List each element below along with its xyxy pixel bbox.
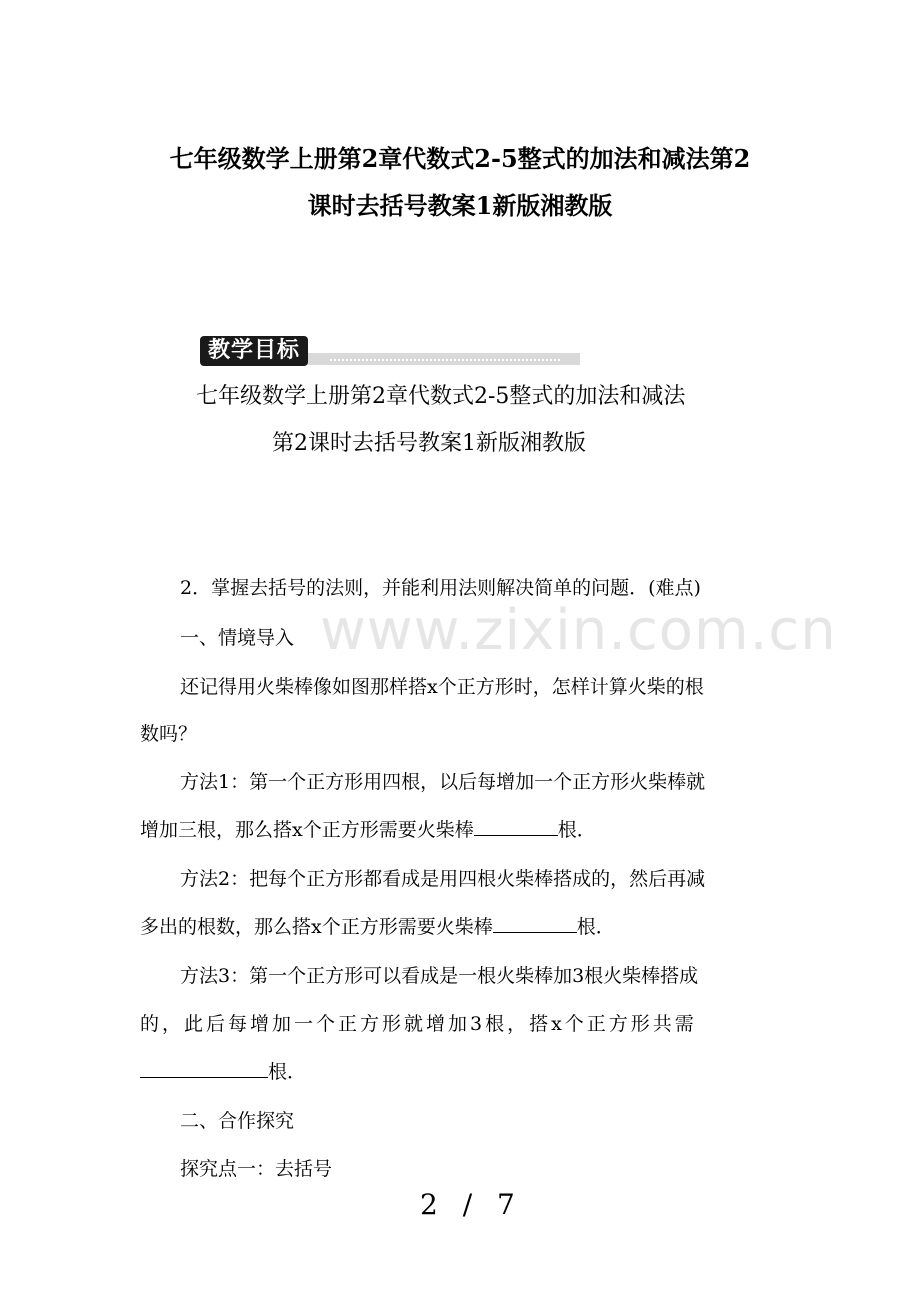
- intro-paragraph-line-1: 还记得用火柴棒像如图那样搭x个正方形时，怎样计算火柴的根: [180, 676, 704, 698]
- page-number: 2 / 7: [420, 1188, 523, 1221]
- subtitle-line-1: 七年级数学上册第2章代数式2-5整式的加法和减法: [196, 384, 686, 409]
- document-title-line-1: 七年级数学上册第2章代数式2-5整式的加法和减法第2: [169, 144, 751, 173]
- section-heading-2: 二、合作探究: [180, 1110, 295, 1132]
- objectives-label: 教学目标: [200, 336, 308, 366]
- method-2-line-1: 方法2：把每个正方形都看成是用四根火柴棒搭成的，然后再减: [180, 868, 706, 890]
- objectives-banner: [200, 336, 580, 366]
- method-1-answer-blank: [474, 817, 558, 836]
- method-1-text: 增加三根，那么搭x个正方形需要火柴棒: [140, 819, 474, 841]
- method-3-line-2: 的，此后每增加一个正方形就增加3根，搭x个正方形共需: [140, 1013, 697, 1035]
- method-3-unit: 根．: [268, 1061, 307, 1083]
- method-2-unit: 根．: [576, 916, 615, 938]
- method-2-line-2: [140, 913, 615, 941]
- intro-paragraph-line-2: 数吗？: [140, 723, 198, 745]
- objectives-banner-dots: [330, 353, 560, 361]
- method-3-line-1: 方法3：第一个正方形可以看成是一根火柴棒加3根火柴棒搭成: [180, 965, 699, 987]
- method-1-line-1: 方法1：第一个正方形用四根，以后每增加一个正方形火柴棒就: [180, 771, 706, 793]
- document-title-line-2: 课时去括号教案1新版湘教版: [307, 191, 613, 220]
- method-3-answer-blank: [140, 1059, 268, 1078]
- goal-item-2: 2．掌握去括号的法则，并能利用法则解决简单的问题．(难点): [180, 577, 701, 599]
- method-2-text: 多出的根数，那么搭x个正方形需要火柴棒: [140, 916, 493, 938]
- method-2-answer-blank: [493, 914, 577, 933]
- method-1-unit: 根．: [557, 819, 596, 841]
- explore-point-1: 探究点一：去括号: [180, 1158, 333, 1180]
- watermark: www.zixin.com.cn: [320, 598, 837, 663]
- method-3-line-3: [140, 1058, 306, 1086]
- method-1-line-2: [140, 816, 596, 844]
- subtitle-line-2: 第2课时去括号教案1新版湘教版: [272, 431, 586, 456]
- section-heading-1: 一、情境导入: [180, 627, 295, 649]
